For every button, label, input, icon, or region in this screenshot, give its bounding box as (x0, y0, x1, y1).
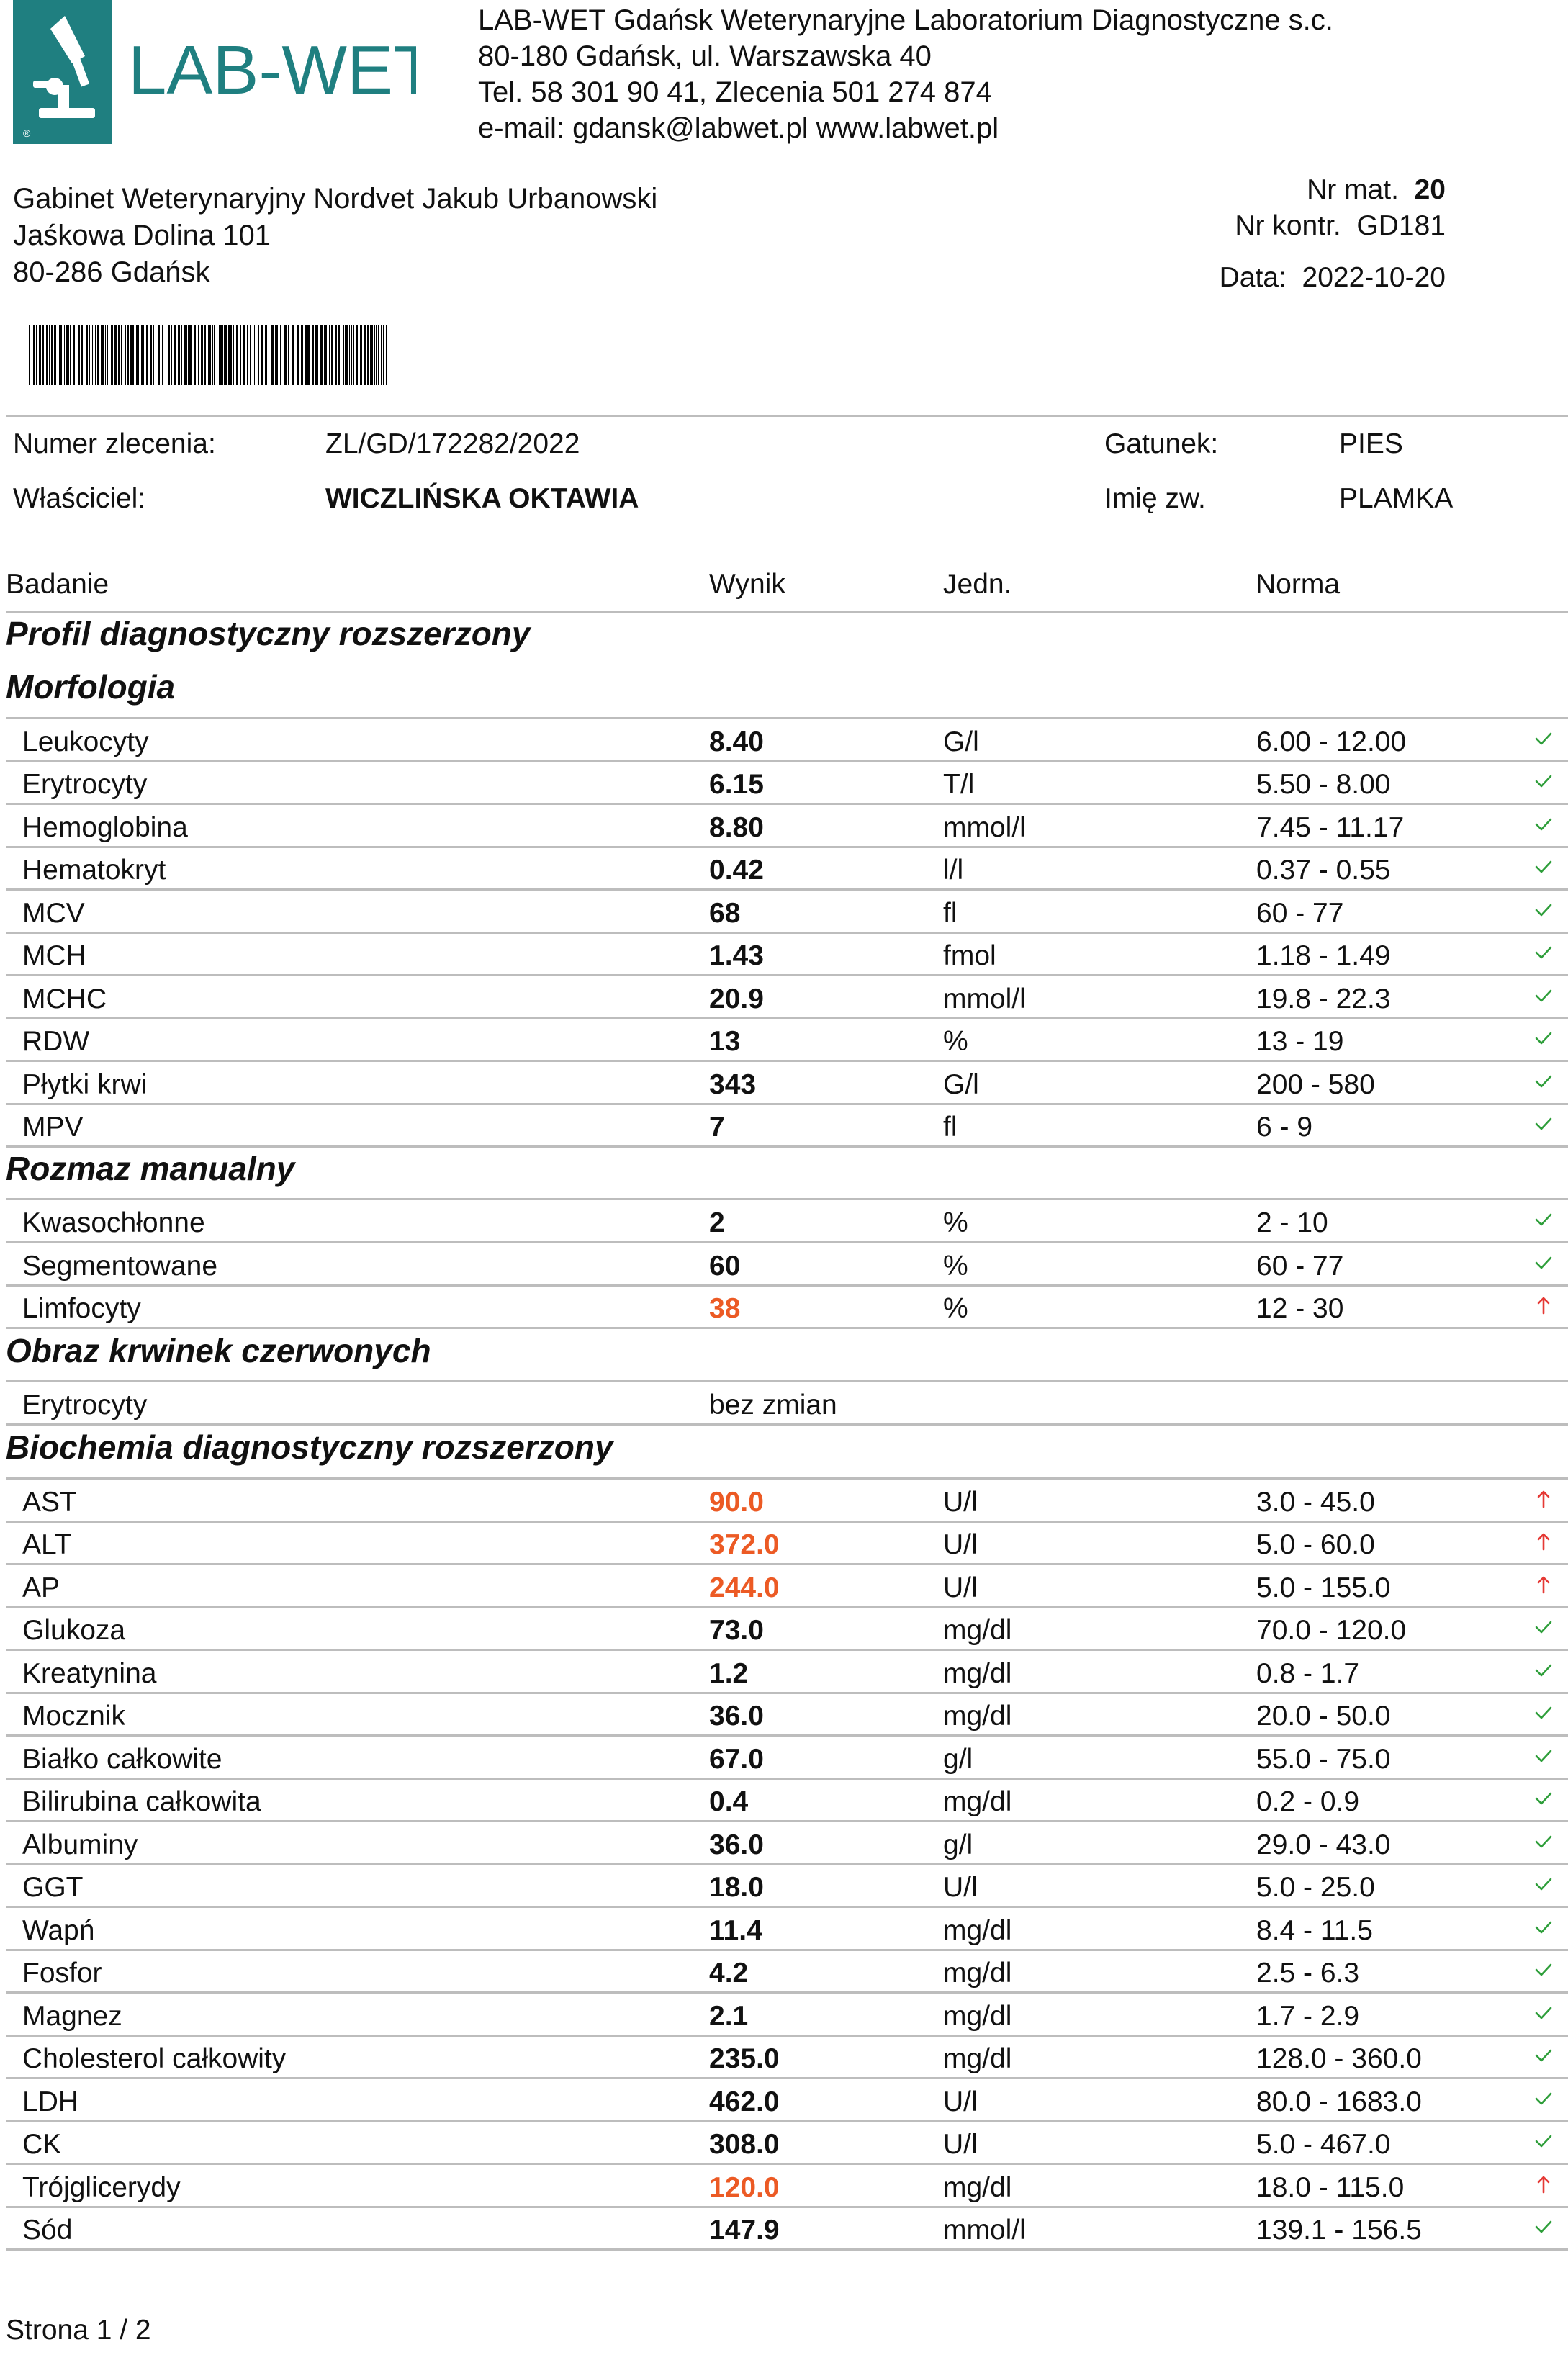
table-row (6, 1863, 1568, 1908)
test-unit: % (943, 1207, 968, 1238)
test-name: Hemoglobina (22, 812, 188, 843)
test-norm: 3.0 - 45.0 (1256, 1487, 1375, 1518)
animal-name-value: PLAMKA (1339, 483, 1454, 514)
test-unit: U/l (943, 1487, 978, 1518)
table-row (6, 1284, 1568, 1329)
date-label: Data: (1219, 262, 1287, 293)
table-row (6, 2120, 1568, 2165)
test-name: Glukoza (22, 1615, 126, 1646)
col-header-test: Badanie (6, 569, 109, 600)
normal-check-icon (1533, 982, 1554, 1014)
test-unit: mg/dl (943, 2043, 1012, 2074)
test-result: 343 (709, 1069, 757, 1100)
section-biochemia: Biochemia diagnostyczny rozszerzony (6, 1428, 613, 1466)
svg-text:LAB-WET: LAB-WET (128, 32, 416, 109)
test-unit: mg/dl (943, 1958, 1012, 1989)
test-unit: mmol/l (943, 812, 1026, 843)
test-name: Fosfor (22, 1958, 102, 1989)
normal-check-icon (1533, 811, 1554, 842)
barcode (29, 325, 392, 385)
test-norm: 5.0 - 467.0 (1256, 2129, 1391, 2160)
high-arrow-icon (1533, 1528, 1554, 1559)
test-norm: 200 - 580 (1256, 1069, 1375, 1100)
test-result: 147.9 (709, 2215, 780, 2246)
normal-check-icon (1533, 1110, 1554, 1142)
test-norm: 2 - 10 (1256, 1207, 1328, 1238)
table-row (6, 1017, 1568, 1062)
test-result: 8.40 (709, 726, 764, 757)
test-name: MPV (22, 1112, 84, 1143)
lab-email: e-mail: gdansk@labwet.pl www.labwet.pl (478, 112, 999, 144)
test-norm: 6 - 9 (1256, 1112, 1313, 1143)
test-result: 0.4 (709, 1786, 749, 1817)
test-unit: mg/dl (943, 1915, 1012, 1946)
test-name: RDW (22, 1026, 90, 1057)
test-norm: 5.0 - 155.0 (1256, 1572, 1391, 1603)
test-unit: g/l (943, 1744, 973, 1775)
test-result: 8.80 (709, 812, 764, 843)
table-row (6, 1735, 1568, 1780)
test-result: 36.0 (709, 1829, 764, 1860)
test-norm: 2.5 - 6.3 (1256, 1958, 1360, 1989)
test-name: Wapń (22, 1915, 95, 1946)
test-name: Hematokryt (22, 855, 166, 886)
lab-logo (13, 0, 416, 148)
test-result: 73.0 (709, 1615, 764, 1646)
table-row (6, 1564, 1568, 1608)
species-label: Gatunek: (1104, 428, 1219, 459)
col-header-norm: Norma (1256, 569, 1341, 600)
test-norm: 60 - 77 (1256, 898, 1344, 929)
nr-kontr-label: Nr kontr. (1235, 210, 1341, 241)
test-result: 4.2 (709, 1958, 749, 1989)
svg-text:®: ® (23, 127, 31, 139)
test-result: 68 (709, 898, 741, 929)
test-result: 20.9 (709, 983, 764, 1014)
owner-label: Właściciel: (13, 483, 146, 514)
test-unit: % (943, 1251, 968, 1282)
test-name: Trójglicerydy (22, 2172, 181, 2203)
order-number-value: ZL/GD/172282/2022 (325, 428, 580, 459)
test-norm: 5.0 - 25.0 (1256, 1872, 1375, 1903)
order-number-label: Numer zlecenia: (13, 428, 216, 459)
high-arrow-icon (1533, 2171, 1554, 2202)
normal-check-icon (1533, 2127, 1554, 2159)
normal-check-icon (1533, 896, 1554, 928)
test-name: Sód (22, 2215, 73, 2246)
normal-check-icon (1533, 1956, 1554, 1988)
table-row (6, 1606, 1568, 1651)
test-name: CK (22, 2129, 62, 2160)
test-name: Segmentowane (22, 1251, 218, 1282)
test-result: 1.2 (709, 1658, 749, 1689)
test-result: 2.1 (709, 2001, 749, 2032)
test-unit: G/l (943, 1069, 979, 1100)
clinic-name: Gabinet Weterynaryjny Nordvet Jakub Urbanowski (13, 183, 658, 215)
table-row (6, 2078, 1568, 2122)
high-arrow-icon (1533, 1571, 1554, 1603)
test-unit: fl (943, 1112, 958, 1143)
normal-check-icon (1533, 1068, 1554, 1099)
test-unit: mg/dl (943, 1658, 1012, 1689)
test-unit: U/l (943, 2086, 978, 2117)
test-result: 244.0 (709, 1572, 780, 1603)
test-result: 67.0 (709, 1744, 764, 1775)
test-result: 38 (709, 1293, 741, 1324)
date-value: 2022-10-20 (1302, 262, 1446, 293)
test-norm: 19.8 - 22.3 (1256, 983, 1391, 1014)
species-value: PIES (1339, 428, 1403, 459)
test-name: MCV (22, 898, 85, 929)
table-row (6, 1103, 1568, 1148)
table-row (6, 975, 1568, 1019)
normal-check-icon (1533, 1870, 1554, 1902)
table-row (6, 846, 1568, 891)
test-norm: 5.50 - 8.00 (1256, 769, 1391, 800)
test-result: 18.0 (709, 1872, 764, 1903)
test-unit: mmol/l (943, 983, 1026, 1014)
test-norm: 18.0 - 115.0 (1256, 2172, 1405, 2203)
nr-mat-label: Nr mat. (1307, 174, 1399, 205)
test-result: 235.0 (709, 2043, 780, 2074)
test-name: ALT (22, 1529, 72, 1560)
test-result: 6.15 (709, 769, 764, 800)
test-name: Erytrocyty (22, 1390, 148, 1420)
test-name: GGT (22, 1872, 84, 1903)
normal-check-icon (1533, 2213, 1554, 2245)
header-divider (6, 611, 1568, 613)
normal-check-icon (1533, 1025, 1554, 1056)
lab-name: LAB-WET Gdańsk Weterynaryjne Laboratorium Diagnostyczne s.c. (478, 4, 1333, 36)
test-unit: l/l (943, 855, 964, 886)
owner-value: WICZLIŃSKA OKTAWIA (325, 483, 639, 514)
test-name: Bilirubina całkowita (22, 1786, 261, 1817)
test-norm: 7.45 - 11.17 (1256, 812, 1405, 843)
normal-check-icon (1533, 1613, 1554, 1645)
animal-name-label: Imię zw. (1104, 483, 1206, 514)
test-unit: fl (943, 898, 958, 929)
test-name: Limfocyty (22, 1293, 141, 1324)
table-row (6, 1821, 1568, 1865)
test-name: Kwasochłonne (22, 1207, 205, 1238)
test-name: Białko całkowite (22, 1744, 222, 1775)
table-row (6, 1906, 1568, 1951)
normal-check-icon (1533, 2085, 1554, 2117)
test-name: Albuminy (22, 1829, 138, 1860)
test-unit: T/l (943, 769, 975, 800)
normal-check-icon (1533, 1828, 1554, 1860)
test-norm: 139.1 - 156.5 (1256, 2215, 1422, 2246)
table-row (6, 1521, 1568, 1565)
table-row (6, 1649, 1568, 1694)
table-row (6, 1992, 1568, 2037)
lab-phone: Tel. 58 301 90 41, Zlecenia 501 274 874 (478, 76, 992, 108)
test-norm: 80.0 - 1683.0 (1256, 2086, 1422, 2117)
table-row (6, 1478, 1568, 1523)
table-row (6, 2163, 1568, 2208)
test-unit: mg/dl (943, 1786, 1012, 1817)
test-norm: 1.7 - 2.9 (1256, 2001, 1360, 2032)
test-name: Erytrocyty (22, 769, 148, 800)
table-row (6, 1381, 1568, 1426)
test-result: 1.43 (709, 940, 764, 971)
test-norm: 70.0 - 120.0 (1256, 1615, 1407, 1646)
test-unit: G/l (943, 726, 979, 757)
test-norm: 0.8 - 1.7 (1256, 1658, 1360, 1689)
test-unit: mg/dl (943, 1615, 1012, 1646)
test-name: Magnez (22, 2001, 122, 2032)
table-row (6, 718, 1568, 762)
test-norm: 6.00 - 12.00 (1256, 726, 1407, 757)
test-result: 308.0 (709, 2129, 780, 2160)
test-name: Cholesterol całkowity (22, 2043, 287, 2074)
test-result: 90.0 (709, 1487, 764, 1518)
divider (6, 415, 1568, 417)
page-number: Strona 1 / 2 (6, 2315, 151, 2346)
section-title: Profil diagnostyczny rozszerzony (6, 615, 531, 652)
test-result: 7 (709, 1112, 725, 1143)
test-unit: mg/dl (943, 1701, 1012, 1732)
nr-kontr (1235, 207, 1446, 245)
table-row (6, 1949, 1568, 1994)
normal-check-icon (1533, 853, 1554, 885)
normal-check-icon (1533, 2042, 1554, 2073)
test-name: Mocznik (22, 1701, 126, 1732)
high-arrow-icon (1533, 1292, 1554, 1323)
test-name: AST (22, 1487, 77, 1518)
section-obraz: Obraz krwinek czerwonych (6, 1332, 431, 1369)
normal-check-icon (1533, 1914, 1554, 1945)
table-row (6, 2206, 1568, 2251)
nr-mat-value: 20 (1414, 174, 1446, 205)
section-rozmaz: Rozmaz manualny (6, 1150, 295, 1187)
test-result: 120.0 (709, 2172, 780, 2203)
table-row (6, 889, 1568, 934)
test-norm: 60 - 77 (1256, 1251, 1344, 1282)
test-norm: 0.37 - 0.55 (1256, 855, 1391, 886)
test-unit: U/l (943, 1529, 978, 1560)
clinic-street: Jaśkowa Dolina 101 (13, 220, 271, 251)
nr-kontr-value: GD181 (1356, 210, 1446, 241)
test-norm: 5.0 - 60.0 (1256, 1529, 1375, 1560)
test-unit: % (943, 1026, 968, 1057)
test-unit: g/l (943, 1829, 973, 1860)
test-unit: % (943, 1293, 968, 1324)
normal-check-icon (1533, 1742, 1554, 1774)
table-row (6, 2035, 1568, 2079)
table-row (6, 760, 1568, 805)
test-result: 372.0 (709, 1529, 780, 1560)
test-unit: mg/dl (943, 2001, 1012, 2032)
table-row (6, 1061, 1568, 1105)
test-name: MCH (22, 940, 86, 971)
table-row (6, 1199, 1568, 1243)
test-norm: 8.4 - 11.5 (1256, 1915, 1373, 1946)
test-unit: mmol/l (943, 2215, 1026, 2246)
test-name: Płytki krwi (22, 1069, 148, 1100)
test-name: Leukocyty (22, 726, 149, 757)
test-norm: 0.2 - 0.9 (1256, 1786, 1360, 1817)
microscope-icon (13, 0, 416, 144)
report-date (1220, 259, 1446, 297)
clinic-city: 80-286 Gdańsk (13, 256, 210, 288)
test-unit: fmol (943, 940, 996, 971)
test-norm: 12 - 30 (1256, 1293, 1344, 1324)
test-name: MCHC (22, 983, 107, 1014)
test-norm: 1.18 - 1.49 (1256, 940, 1391, 971)
normal-check-icon (1533, 1699, 1554, 1731)
test-name: LDH (22, 2086, 79, 2117)
test-result: 2 (709, 1207, 725, 1238)
normal-check-icon (1533, 1657, 1554, 1688)
test-unit: U/l (943, 1872, 978, 1903)
col-header-unit: Jedn. (943, 569, 1012, 600)
normal-check-icon (1533, 1785, 1554, 1816)
normal-check-icon (1533, 939, 1554, 971)
test-result: 462.0 (709, 2086, 780, 2117)
lab-address: 80-180 Gdańsk, ul. Warszawska 40 (478, 40, 932, 72)
col-header-result: Wynik (709, 569, 785, 600)
table-row (6, 1242, 1568, 1287)
test-unit: mg/dl (943, 2172, 1012, 2203)
test-norm: 13 - 19 (1256, 1026, 1344, 1057)
test-name: AP (22, 1572, 60, 1603)
test-result: 0.42 (709, 855, 764, 886)
table-row (6, 932, 1568, 976)
nr-mat (1307, 171, 1446, 209)
test-result: 11.4 (709, 1915, 762, 1946)
normal-check-icon (1533, 767, 1554, 799)
test-result: 13 (709, 1026, 741, 1057)
test-result: bez zmian (709, 1390, 837, 1420)
normal-check-icon (1533, 725, 1554, 757)
test-norm: 55.0 - 75.0 (1256, 1744, 1391, 1775)
high-arrow-icon (1533, 1485, 1554, 1517)
normal-check-icon (1533, 1999, 1554, 2031)
test-norm: 29.0 - 43.0 (1256, 1829, 1391, 1860)
table-row (6, 1692, 1568, 1737)
test-norm: 20.0 - 50.0 (1256, 1701, 1391, 1732)
normal-check-icon (1533, 1206, 1554, 1238)
test-unit: U/l (943, 2129, 978, 2160)
table-row (6, 1778, 1568, 1822)
test-result: 36.0 (709, 1701, 764, 1732)
table-row (6, 803, 1568, 848)
test-norm: 128.0 - 360.0 (1256, 2043, 1422, 2074)
test-name: Kreatynina (22, 1658, 157, 1689)
section-morfologia: Morfologia (6, 668, 176, 706)
test-unit: U/l (943, 1572, 978, 1603)
normal-check-icon (1533, 1249, 1554, 1281)
test-result: 60 (709, 1251, 741, 1282)
